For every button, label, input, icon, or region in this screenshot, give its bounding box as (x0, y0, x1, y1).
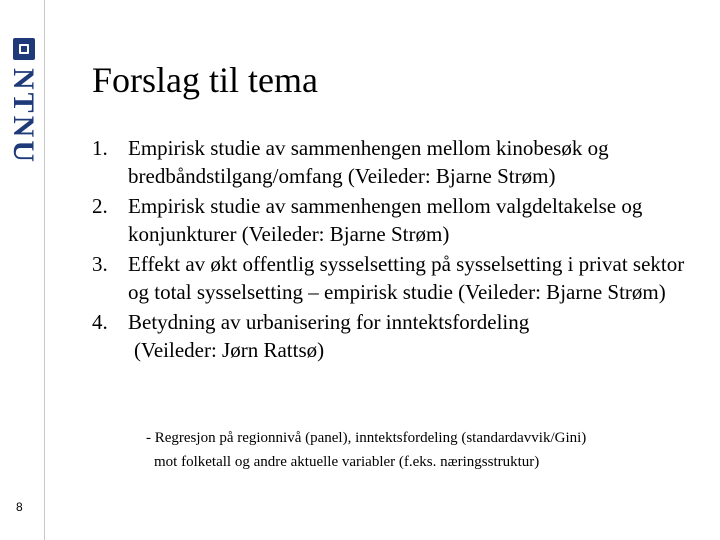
topic-list (92, 134, 702, 366)
list-item-text: Effekt av økt offentlig sysselsetting på sysselsetting i privat sektor og total sysselsetting – empirisk studie (Veileder: Bjarne Strøm) (128, 252, 685, 304)
sidebar-divider (44, 0, 45, 540)
list-item (92, 308, 702, 364)
list-item (92, 250, 702, 306)
list-item-supervisor: (Veileder: Jørn Rattsø) (134, 338, 325, 362)
list-item (92, 134, 702, 190)
list-item (92, 192, 702, 248)
list-number: 3. (92, 252, 108, 276)
list-number: 4. (92, 310, 108, 334)
logo-wordmark: NTNU (7, 68, 40, 166)
list-item-text: Empirisk studie av sammenhengen mellom valgdeltakelse og konjunkturer (Veileder: Bjarne Strøm) (128, 194, 643, 246)
sub-note-line: - Regresjon på regionnivå (panel), inntektsfordeling (standardavvik/Gini) (146, 430, 587, 446)
list-number: 2. (92, 194, 108, 218)
sub-note (146, 426, 706, 474)
list-number: 1. (92, 136, 108, 160)
slide-title: Forslag til tema (92, 60, 318, 100)
page-number: 8 (16, 500, 23, 514)
list-item-text: Betydning av urbanisering for inntektsfordeling (128, 310, 530, 334)
logo-square-icon (13, 38, 35, 60)
list-item-text: Empirisk studie av sammenhengen mellom kinobesøk og bredbåndstilgang/omfang (Veileder: Bjarne Strøm) (128, 136, 609, 188)
sub-note-line: mot folketall og andre aktuelle variabler (f.eks. næringsstruktur) (154, 454, 540, 470)
ntnu-logo (8, 38, 38, 188)
